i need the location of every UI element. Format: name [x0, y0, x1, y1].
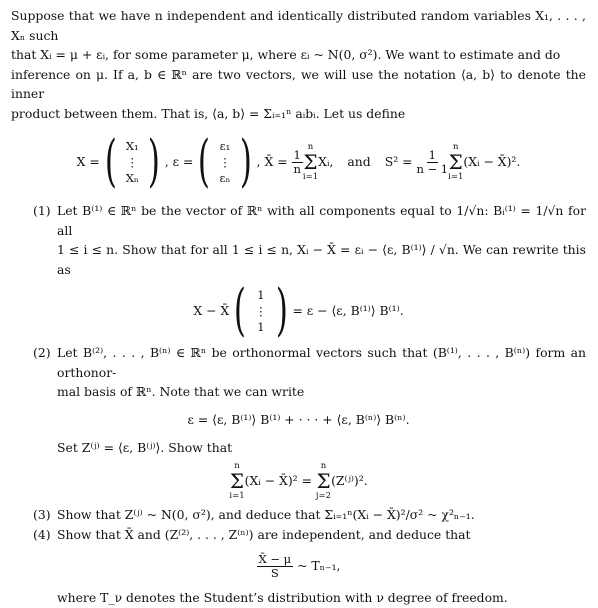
sum-b-bot: j=2	[315, 491, 332, 501]
question-3-number: (3)	[33, 507, 51, 522]
question-2-number: (2)	[33, 345, 51, 360]
eps-vector: ( ε₁ ⋮ εₙ )	[198, 129, 252, 194]
ones-vector-mid: ⋮	[255, 304, 267, 318]
question-2-decomposition: ε = ⟨ε, B⁽¹⁾⟩ B⁽¹⁾ + · · · + ⟨ε, B⁽ⁿ⁾⟩ B⁽ⁿ⁾.	[187, 411, 410, 427]
question-4	[11, 525, 586, 545]
def-eps-label: , ε =	[164, 154, 194, 170]
s2-frac-num: 1	[428, 147, 436, 162]
question-2-sum-identity	[11, 459, 586, 503]
x-vector-mid: ⋮	[126, 155, 139, 169]
sum-b: n Σ j=2	[315, 461, 332, 501]
sum-a-bot: i=1	[229, 491, 245, 501]
intro-line-2	[11, 45, 586, 65]
question-1-equation	[11, 278, 586, 343]
intro-line-4: product between them. That is, ⟨a, b⟩ = Σᵢ₌₁ⁿ aᵢbᵢ. Let us define	[11, 105, 406, 121]
xbar-tail: Xᵢ,	[318, 154, 334, 170]
sum-b-top: n	[320, 461, 327, 471]
eps-vector-bot: εₙ	[219, 171, 231, 185]
xbar-frac-num: 1	[293, 147, 301, 162]
xbar-sum-bot: i=1	[302, 172, 319, 182]
t-fraction	[257, 553, 294, 580]
s2-fraction	[416, 149, 448, 176]
sum-a-top: n	[234, 461, 240, 471]
question-1	[11, 201, 586, 279]
sum-a-body: (Xᵢ − X̄)² =	[244, 473, 312, 489]
intro-line-2-text: that Xᵢ = μ + εᵢ, for some parameter μ, where εᵢ ~ N(0, σ²). We want to estimate and do	[11, 47, 561, 62]
question-4-line-1: Show that X̄ and (Z⁽²⁾, . . . , Z⁽ⁿ⁾) are independent, and deduce that	[57, 526, 471, 542]
s2-tail: (Xᵢ − X̄)².	[463, 154, 521, 170]
def-x-label: X =	[76, 154, 100, 170]
ones-vector-top: 1	[257, 288, 265, 302]
s2-sum: n Σ i=1	[448, 142, 464, 182]
question-1-line-1: Let B⁽¹⁾ ∈ ℝⁿ be the vector of ℝⁿ with all components equal to 1/√n: Bᵢ⁽¹⁾ = 1/√n for all	[57, 203, 586, 238]
intro-line-3: inference on μ. If a, b ∈ ℝⁿ are two vectors, we will use the notation ⟨a, b⟩ to denote the inner	[11, 66, 586, 101]
q1-eq-left: X − X̄	[193, 303, 230, 319]
s2-frac-den: n − 1	[416, 161, 449, 176]
and-word: and	[347, 154, 371, 170]
question-1-line-2: 1 ≤ i ≤ n. Show that for all 1 ≤ i ≤ n, Xᵢ − X̄ = εᵢ − ⟨ε, B⁽¹⁾⟩ / √n. We can rewrite this as	[57, 242, 586, 277]
s2-sum-top: n	[452, 142, 459, 152]
t-frac-den: S	[270, 565, 279, 580]
sum-a: n Σ i=1	[229, 461, 245, 501]
t-frac-num: X̄ − μ	[258, 551, 292, 566]
question-4-equation	[11, 546, 586, 586]
question-2	[11, 343, 586, 402]
t-tail: ~ Tₙ₋₁,	[297, 558, 341, 574]
xbar-fraction	[292, 149, 303, 176]
def-xbar-label: , X̄ =	[256, 154, 288, 170]
ones-vector: ( 1 ⋮ 1 )	[234, 278, 288, 343]
s2-label: S² =	[384, 154, 413, 170]
question-3	[11, 505, 586, 525]
x-vector-bot: Xₙ	[125, 171, 139, 185]
ones-vector-bot: 1	[257, 320, 265, 334]
s2-sum-bot: i=1	[448, 172, 464, 182]
q1-eq-right: = ε − ⟨ε, B⁽¹⁾⟩ B⁽¹⁾.	[292, 303, 404, 319]
xbar-frac-den: n	[293, 161, 301, 176]
sum-b-body: (Z⁽ʲ⁾)².	[331, 473, 368, 489]
x-vector: ( X₁ ⋮ Xₙ )	[104, 129, 160, 194]
eps-vector-top: ε₁	[219, 139, 231, 153]
question-3-line-1: Show that Z⁽ʲ⁾ ~ N(0, σ²), and deduce that Σᵢ₌₁ⁿ(Xᵢ − X̄)²/σ² ~ χ²ₙ₋₁.	[57, 507, 475, 522]
question-2-line-3: Set Z⁽ʲ⁾ = ⟨ε, B⁽ʲ⁾⟩. Show that	[57, 439, 233, 455]
eps-vector-mid: ⋮	[219, 155, 231, 169]
xbar-sum: n Σ i=1	[302, 142, 319, 182]
question-1-number: (1)	[33, 203, 51, 218]
definitions-equation	[11, 125, 586, 199]
question-2-line-1: Let B⁽²⁾, . . . , B⁽ⁿ⁾ ∈ ℝⁿ be orthonormal vectors such that (B⁽¹⁾, . . . , B⁽ⁿ⁾) form an orthonor-	[57, 345, 586, 380]
question-4-line-2: where T_ν denotes the Student’s distribution with ν degree of freedom.	[57, 590, 508, 605]
question-4-number: (4)	[33, 526, 51, 542]
question-2-line-2: mal basis of ℝⁿ. Note that we can write	[57, 384, 305, 399]
intro-line-1: Suppose that we have n independent and identically distributed random variables X₁, . . . , Xₙ such	[11, 8, 586, 43]
x-vector-top: X₁	[125, 139, 139, 153]
xbar-sum-top: n	[307, 142, 314, 152]
